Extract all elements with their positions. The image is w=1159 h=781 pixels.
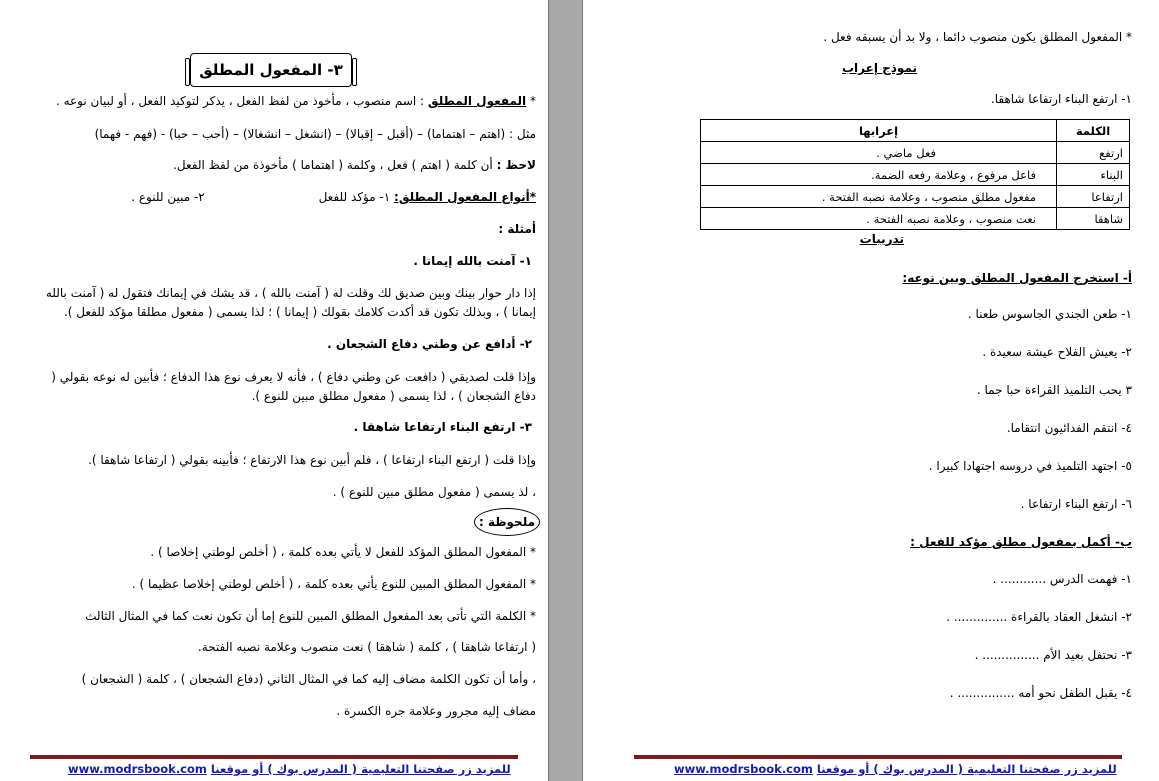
footer-text: للمزيد زر صفحتنا التعليمية ( المدرس بوك ) أو موقعنا — [816, 762, 1117, 776]
right-page — [582, 0, 1159, 781]
note-1: * المفعول المطلق المؤكد للفعل لا يأتي بعده كلمة ، ( أخلص لوطني إخلاصا ) . — [150, 545, 536, 559]
parsing-table — [700, 119, 1130, 230]
header-parsing: إعرابها — [701, 120, 1057, 142]
table-row: شاهقا نعت منصوب ، وعلامة نصبه الفتحة . — [701, 208, 1130, 230]
example-1-body: إذا دار حوار بينك وبين صديق لك وقلت له ( آمنت بالله ) ، قد يشك في إيمانك فتقول له ( آمنت بالله إيمانا ) ، وبذلك تكون قد أكدت كلامك بقولك ( إيمانا ) ؛ لذا يسمى ( مفعول مطلقا مؤكد للفعل ). — [45, 286, 536, 319]
example-1-title: ١- آمنت بالله إيمانا . — [413, 254, 532, 268]
note-4: ( ارتفاعا شاهقا ) ، كلمة ( شاهقا ) نعت منصوب وعلامة نصبه الفتحة. — [197, 640, 536, 654]
exercises-heading: تدريبات — [859, 232, 904, 246]
example-2-body: وإذا قلت لصديقي ( دافعت عن وطني دفاع ) ، فأنه لا يعرف نوع هذا الدفاع ؛ فأبين له نوعه بقولي ( دفاع الشجعان ) ، لذا يسمى ( مفعول مطلق مبين للنوع ). — [51, 370, 536, 403]
part-a-heading: أ- استخرج المفعول المطلق وبين نوعه: — [902, 271, 1132, 285]
note-2: * المفعول المطلق المبين للنوع يأتي بعده كلمة ، ( أخلص لوطني إخلاصا عظيما ) . — [131, 577, 536, 591]
footer — [674, 762, 1117, 776]
note-label: ملحوظة : — [474, 508, 540, 536]
footer — [68, 762, 511, 776]
part-a-item-4: ٤- انتقم الفدائيون انتقاما. — [1006, 421, 1132, 435]
site-link[interactable]: www.modrsbook.com — [68, 762, 207, 776]
part-a-item-2: ٢- يعيش الفلاح عيشة سعيدة . — [982, 345, 1132, 359]
model-sentence: ١- ارتفع البناء ارتفاعا شاهقا. — [990, 92, 1132, 106]
model-heading: نموذج إعراب — [841, 61, 917, 75]
examples-heading: أمثلة : — [498, 222, 536, 236]
table-row: ارتفاعا مفعول مطلق منصوب ، وعلامة نصبه الفتحة . — [701, 186, 1130, 208]
part-b-item-4: ٤- يقبل الطفل نحو أمه ............... . — [949, 686, 1132, 700]
site-link[interactable]: www.modrsbook.com — [674, 762, 813, 776]
part-b-item-3: ٣- نحتفل بعيد الأم ............... . — [974, 648, 1132, 662]
right-page-edge — [582, 0, 583, 781]
part-a-item-1: ١- طعن الجندي الجاسوس طعنا . — [967, 307, 1132, 321]
intro-line: * المفعول المطلق يكون منصوب دائما ، ولا بد أن يسبقه فعل . — [823, 30, 1132, 44]
note-3: * الكلمة التي تأتى بعد المفعول المطلق المبين للنوع إما أن تكون نعت كما في المثال الثالث — [85, 609, 536, 623]
types-line: *أنواع المفعول المطلق: ١- مؤكد للفعل ٢- مبين للنوع . — [131, 190, 536, 204]
example-line: مثل : (اهتم – اهتماما) – (أقبل – إقبالا) – (انشغل – انشغالا) – (أحب – حبا) - (فهم - فهما) — [94, 127, 536, 141]
example-3-line-1: وإذا قلت ( ارتفع البناء ارتفاعا ) ، فلم أبين نوع هذا الارتفاع ؛ فأبينه بقولي ( ارتفاعا شاهقا ). — [88, 453, 536, 467]
page-gutter — [549, 0, 582, 781]
footer-bar — [30, 755, 518, 759]
footer-bar — [634, 755, 1122, 759]
lesson-title: ٣- المفعول المطلق — [190, 53, 352, 87]
notice-line: لاحظ : أن كلمة ( اهتم ) فعل ، وكلمة ( اهتماما ) مأخوذة من لفظ الفعل. — [173, 158, 536, 172]
header-word: الكلمة — [1057, 120, 1130, 142]
left-page — [0, 0, 548, 781]
example-3-line-2: ، لذ يسمى ( مفعول مطلق مبين للنوع ) . — [332, 485, 536, 499]
part-b-item-2: ٢- انشغل العقاد بالقراءة .............. . — [946, 610, 1132, 624]
note-6: مضاف إليه مجرور وعلامة جره الكسرة . — [336, 704, 536, 718]
example-3-title: ٣- ارتفع البناء ارتفاعا شاهقا . — [353, 420, 532, 434]
note-5: ، وأما أن تكون الكلمة مضاف إليه كما في المثال الثاني (دفاع الشجعان ) ، كلمة ( الشجعان ) — [81, 672, 536, 686]
table-header-row — [701, 120, 1130, 142]
part-a-item-5: ٥- اجتهد التلميذ في دروسه اجتهادا كبيرا . — [928, 459, 1132, 473]
part-b-item-1: ١- فهمت الدرس ............ . — [992, 572, 1132, 586]
part-b-heading: ب- أكمل بمفعول مطلق مؤكد للفعل : — [910, 535, 1132, 549]
definition: * المفعول المطلق : اسم منصوب ، مأخوذ من لفظ الفعل ، يذكر لتوكيد الفعل ، أو لبيان نوعه . — [55, 94, 536, 108]
part-a-item-3: ٣ يحب التلميذ القراءة حبا جما . — [976, 383, 1132, 397]
table-row: ارتفع فعل ماضي . — [701, 142, 1130, 164]
example-2-title: ٢- أدافع عن وطني دفاع الشجعان . — [327, 337, 532, 351]
part-a-item-6: ٦- ارتفع البناء ارتفاعا . — [1020, 497, 1132, 511]
table-row: البناء فاعل مرفوع ، وعلامة رفعه الضمة. — [701, 164, 1130, 186]
footer-text: للمزيد زر صفحتنا التعليمية ( المدرس بوك ) أو موقعنا — [210, 762, 511, 776]
